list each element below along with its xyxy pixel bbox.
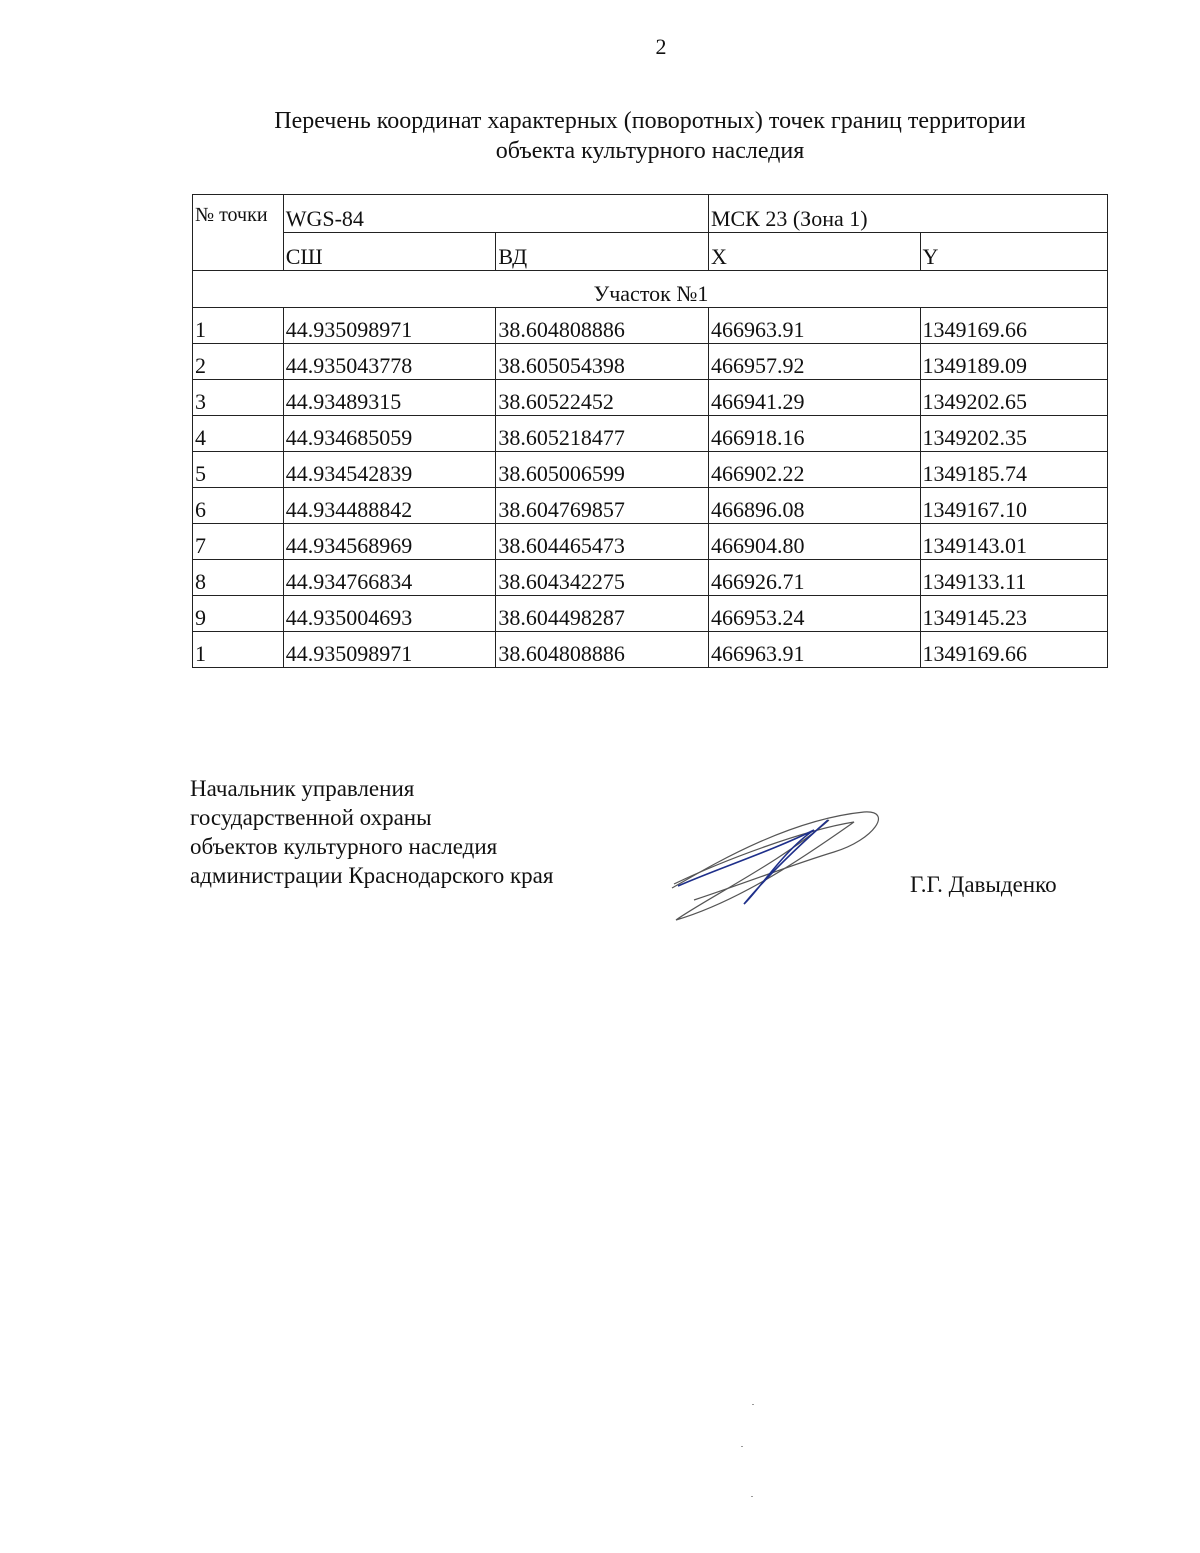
point-number-cell: 6 [193, 488, 284, 524]
signatory-line-2: государственной охраны [190, 805, 432, 830]
table-row [193, 344, 1108, 380]
page-number: 2 [655, 34, 667, 59]
x-cell: 466963.91 [708, 632, 920, 668]
y-cell: 1349189.09 [920, 344, 1107, 380]
point-number-cell: 8 [193, 560, 284, 596]
latitude-cell: 44.934488842 [283, 488, 496, 524]
x-cell: 466896.08 [708, 488, 920, 524]
header-longitude: ВД [496, 233, 709, 271]
longitude-cell: 38.604808886 [496, 632, 709, 668]
signatory-line-4: администрации Краснодарского края [190, 863, 554, 888]
point-number-cell: 5 [193, 452, 284, 488]
table-header-row-2 [193, 233, 1108, 271]
table-row [193, 632, 1108, 668]
latitude-cell: 44.935004693 [283, 596, 496, 632]
latitude-cell: 44.935043778 [283, 344, 496, 380]
y-cell: 1349145.23 [920, 596, 1107, 632]
longitude-cell: 38.604769857 [496, 488, 709, 524]
y-cell: 1349202.35 [920, 416, 1107, 452]
table-row [193, 308, 1108, 344]
y-cell: 1349169.66 [920, 632, 1107, 668]
title-line-2: объекта культурного наследия [495, 138, 805, 164]
header-y: Y [920, 233, 1107, 271]
longitude-cell: 38.604465473 [496, 524, 709, 560]
longitude-cell: 38.604342275 [496, 560, 709, 596]
point-number-cell: 2 [193, 344, 284, 380]
y-cell: 1349143.01 [920, 524, 1107, 560]
latitude-cell: 44.935098971 [283, 632, 496, 668]
title-line-1: Перечень координат характерных (поворотных) точек границ территории [274, 108, 1026, 134]
coordinates-table [192, 194, 1108, 668]
point-number-cell: 7 [193, 524, 284, 560]
y-cell: 1349185.74 [920, 452, 1107, 488]
signer-name: Г.Г. Давыденко [910, 872, 1057, 897]
x-cell: 466953.24 [708, 596, 920, 632]
x-cell: 466904.80 [708, 524, 920, 560]
longitude-cell: 38.604498287 [496, 596, 709, 632]
y-cell: 1349167.10 [920, 488, 1107, 524]
header-wgs84: WGS-84 [283, 195, 708, 233]
handwritten-signature [664, 800, 884, 926]
table-row [193, 524, 1108, 560]
table-row [193, 416, 1108, 452]
scan-speck [751, 1496, 753, 1497]
table-row [193, 452, 1108, 488]
x-cell: 466957.92 [708, 344, 920, 380]
y-cell: 1349133.11 [920, 560, 1107, 596]
point-number-cell: 1 [193, 308, 284, 344]
y-cell: 1349202.65 [920, 380, 1107, 416]
table-row [193, 380, 1108, 416]
scan-speck [752, 1404, 754, 1405]
x-cell: 466963.91 [708, 308, 920, 344]
section-row [193, 271, 1108, 308]
point-number-cell: 4 [193, 416, 284, 452]
latitude-cell: 44.934542839 [283, 452, 496, 488]
header-msk23: МСК 23 (Зона 1) [708, 195, 1107, 233]
x-cell: 466918.16 [708, 416, 920, 452]
x-cell: 466926.71 [708, 560, 920, 596]
header-latitude: СШ [283, 233, 496, 271]
longitude-cell: 38.605218477 [496, 416, 709, 452]
signatory-line-3: объектов культурного наследия [190, 834, 498, 859]
table-row [193, 488, 1108, 524]
point-number-cell: 9 [193, 596, 284, 632]
x-cell: 466902.22 [708, 452, 920, 488]
header-x: X [708, 233, 920, 271]
header-point-number: № точки [193, 195, 284, 271]
point-number-cell: 3 [193, 380, 284, 416]
signatory-line-1: Начальник управления [190, 776, 415, 801]
y-cell: 1349169.66 [920, 308, 1107, 344]
table-row [193, 560, 1108, 596]
latitude-cell: 44.934685059 [283, 416, 496, 452]
section-title: Участок №1 [193, 271, 1108, 308]
scan-speck [741, 1446, 743, 1447]
latitude-cell: 44.93489315 [283, 380, 496, 416]
document-title [190, 106, 1110, 166]
longitude-cell: 38.60522452 [496, 380, 709, 416]
latitude-cell: 44.934766834 [283, 560, 496, 596]
x-cell: 466941.29 [708, 380, 920, 416]
latitude-cell: 44.935098971 [283, 308, 496, 344]
point-number-cell: 1 [193, 632, 284, 668]
longitude-cell: 38.605054398 [496, 344, 709, 380]
table-row [193, 596, 1108, 632]
latitude-cell: 44.934568969 [283, 524, 496, 560]
longitude-cell: 38.605006599 [496, 452, 709, 488]
table-header-row-1 [193, 195, 1108, 233]
signatory-position [190, 774, 553, 890]
longitude-cell: 38.604808886 [496, 308, 709, 344]
